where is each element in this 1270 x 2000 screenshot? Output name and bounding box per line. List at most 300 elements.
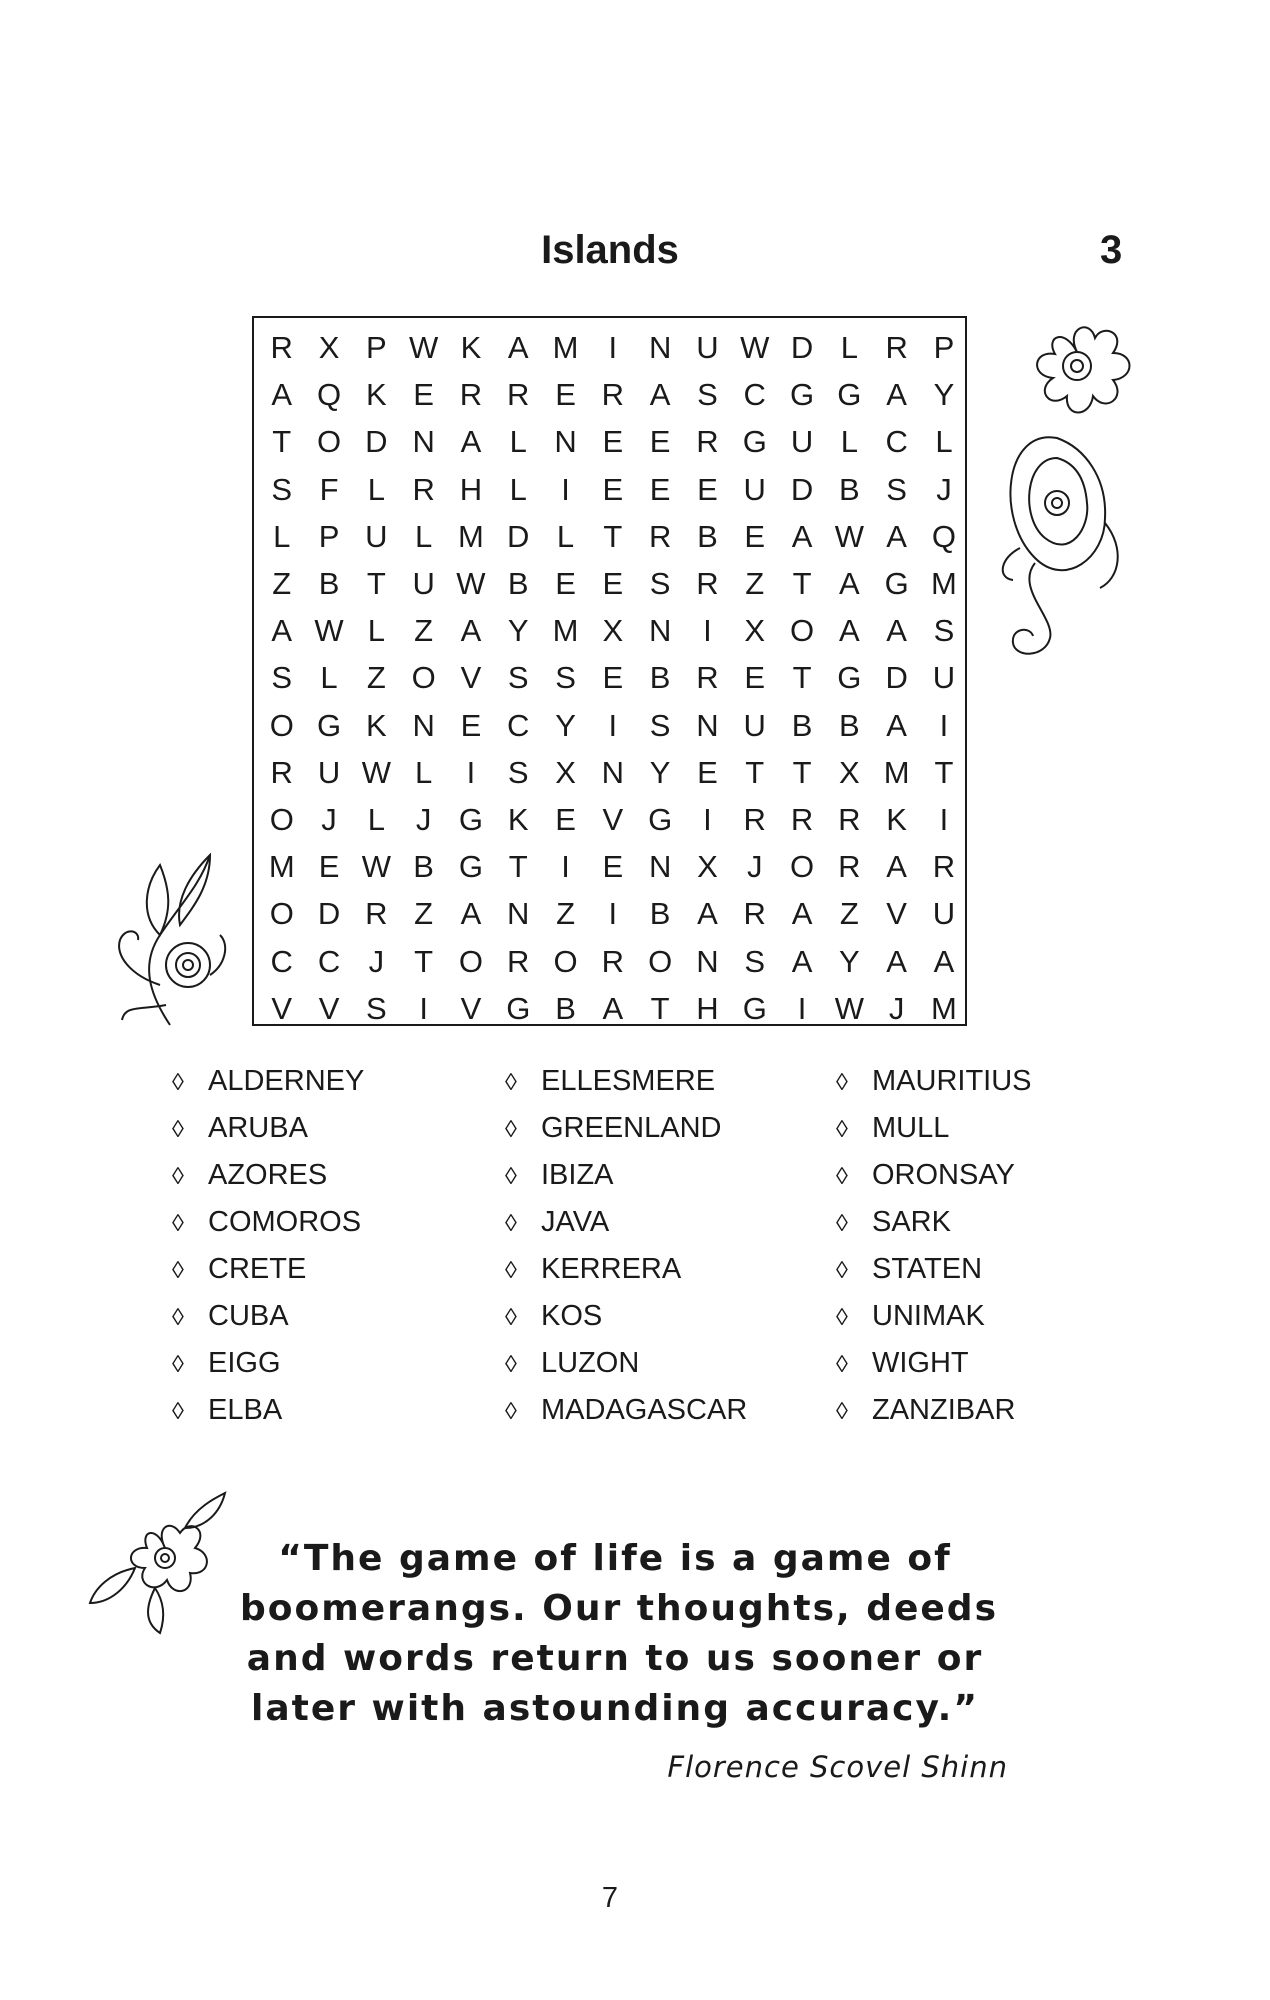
- grid-letter[interactable]: T: [366, 566, 386, 601]
- grid-letter[interactable]: E: [318, 849, 340, 885]
- paisley-flower-ornament: [995, 318, 1140, 688]
- grid-letter[interactable]: J: [415, 802, 432, 837]
- grid-letter[interactable]: R: [743, 802, 766, 837]
- grid-letter[interactable]: X: [318, 330, 340, 365]
- grid-letter[interactable]: R: [507, 377, 530, 413]
- word-label: ALDERNEY: [208, 1065, 365, 1097]
- grid-letter[interactable]: O: [553, 943, 578, 979]
- diamond-bullet-icon: ◊: [505, 1069, 517, 1096]
- grid-letter[interactable]: A: [886, 707, 907, 743]
- grid-letter[interactable]: E: [602, 660, 624, 696]
- diamond-bullet-icon: ◊: [505, 1351, 517, 1378]
- grid-letter[interactable]: Y: [507, 613, 529, 649]
- grid-letter[interactable]: N: [412, 424, 435, 460]
- grid-letter[interactable]: G: [742, 424, 767, 460]
- page-number: 7: [601, 1882, 619, 1914]
- grid-letter[interactable]: B: [697, 518, 718, 554]
- grid-row: [254, 560, 965, 607]
- grid-letter[interactable]: C: [270, 943, 293, 979]
- word-label: MADAGASCAR: [541, 1394, 748, 1426]
- grid-letter[interactable]: A: [697, 896, 718, 932]
- grid-letter[interactable]: G: [458, 849, 483, 885]
- leaf-swirl-ornament: [100, 845, 235, 1030]
- grid-letter[interactable]: I: [608, 330, 618, 365]
- grid-letter[interactable]: W: [834, 990, 864, 1026]
- grid-letter[interactable]: A: [839, 613, 860, 649]
- grid-letter[interactable]: I: [419, 990, 428, 1026]
- grid-letter[interactable]: K: [460, 330, 482, 365]
- word-list-item: [836, 1293, 1032, 1340]
- grid-letter[interactable]: D: [885, 660, 908, 696]
- grid-letter[interactable]: X: [602, 613, 624, 649]
- grid-letter[interactable]: I: [703, 613, 712, 649]
- grid-letter[interactable]: K: [886, 802, 907, 837]
- word-list-item: [172, 1105, 364, 1152]
- grid-letter[interactable]: S: [697, 377, 718, 413]
- grid-letter[interactable]: P: [933, 330, 955, 365]
- grid-letter[interactable]: A: [791, 896, 813, 932]
- grid-letter[interactable]: A: [602, 990, 624, 1026]
- grid-letter[interactable]: U: [317, 754, 341, 790]
- grid-letter[interactable]: G: [316, 707, 342, 743]
- grid-letter[interactable]: E: [555, 802, 576, 837]
- word-label: ZANZIBAR: [872, 1394, 1016, 1426]
- flower-ornament: [85, 1488, 235, 1638]
- grid-letter[interactable]: S: [555, 660, 576, 696]
- grid-letter[interactable]: G: [506, 990, 531, 1026]
- grid-letter[interactable]: A: [886, 613, 907, 649]
- grid-letter[interactable]: A: [460, 613, 482, 649]
- grid-letter[interactable]: I: [466, 754, 476, 790]
- grid-letter[interactable]: R: [601, 943, 625, 979]
- grid-letter[interactable]: V: [318, 990, 340, 1026]
- grid-letter[interactable]: R: [885, 330, 908, 365]
- grid-letter[interactable]: R: [696, 566, 719, 601]
- grid-letter[interactable]: D: [790, 471, 814, 507]
- grid-letter[interactable]: K: [366, 377, 387, 413]
- grid-letter[interactable]: V: [460, 990, 482, 1026]
- grid-letter[interactable]: I: [608, 896, 618, 932]
- diamond-bullet-icon: ◊: [505, 1163, 517, 1190]
- grid-letter[interactable]: L: [273, 518, 291, 554]
- grid-letter[interactable]: L: [367, 471, 385, 507]
- grid-letter[interactable]: T: [745, 754, 765, 790]
- grid-letter[interactable]: S: [507, 754, 529, 790]
- grid-letter[interactable]: M: [931, 566, 957, 601]
- grid-letter[interactable]: R: [838, 849, 861, 885]
- grid-letter[interactable]: G: [648, 802, 673, 837]
- word-label: ORONSAY: [872, 1159, 1015, 1191]
- grid-letter[interactable]: Z: [414, 896, 434, 932]
- grid-letter[interactable]: T: [792, 754, 812, 790]
- diamond-bullet-icon: ◊: [172, 1351, 184, 1378]
- grid-letter[interactable]: S: [271, 471, 293, 507]
- grid-letter[interactable]: O: [269, 896, 294, 932]
- grid-letter[interactable]: C: [885, 424, 908, 460]
- grid-row: [254, 466, 965, 513]
- grid-letter[interactable]: N: [601, 754, 625, 790]
- grid-letter[interactable]: O: [316, 424, 342, 460]
- grid-letter[interactable]: U: [790, 424, 814, 460]
- grid-letter[interactable]: H: [696, 990, 719, 1026]
- grid-letter[interactable]: U: [932, 896, 956, 932]
- grid-letter[interactable]: Y: [649, 754, 671, 790]
- grid-letter[interactable]: E: [744, 660, 766, 696]
- grid-letter[interactable]: V: [271, 990, 293, 1026]
- grid-letter[interactable]: E: [602, 471, 624, 507]
- grid-letter[interactable]: A: [271, 377, 293, 413]
- grid-letter[interactable]: O: [648, 943, 673, 979]
- grid-letter[interactable]: S: [886, 471, 907, 507]
- grid-letter[interactable]: S: [649, 566, 671, 601]
- puzzle-number: 3: [1100, 228, 1123, 272]
- grid-letter[interactable]: Q: [931, 518, 956, 554]
- word-list-item: [836, 1058, 1032, 1105]
- word-list-item: [505, 1152, 747, 1199]
- grid-row: [254, 843, 965, 890]
- grid-letter[interactable]: M: [883, 754, 910, 790]
- grid-row: [254, 324, 965, 371]
- grid-letter[interactable]: Y: [933, 377, 955, 413]
- word-list-item: [172, 1058, 364, 1105]
- grid-letter[interactable]: J: [321, 802, 337, 837]
- grid-letter[interactable]: O: [269, 802, 294, 837]
- diamond-bullet-icon: ◊: [505, 1398, 517, 1425]
- grid-letter[interactable]: B: [839, 471, 860, 507]
- grid-letter[interactable]: L: [367, 613, 385, 649]
- grid-letter[interactable]: B: [791, 707, 813, 743]
- grid-letter[interactable]: O: [269, 707, 294, 743]
- diamond-bullet-icon: ◊: [836, 1304, 848, 1331]
- grid-letter[interactable]: J: [936, 471, 952, 507]
- grid-letter[interactable]: M: [552, 613, 579, 649]
- diamond-bullet-icon: ◊: [505, 1210, 517, 1237]
- grid-letter[interactable]: L: [415, 518, 433, 554]
- quote: [240, 1534, 999, 1734]
- grid-letter[interactable]: Q: [316, 377, 342, 413]
- word-label: KOS: [541, 1300, 603, 1332]
- grid-letter[interactable]: I: [797, 990, 807, 1026]
- grid-letter[interactable]: G: [837, 377, 862, 413]
- word-list-item: [836, 1152, 1032, 1199]
- grid-letter[interactable]: T: [272, 424, 292, 460]
- grid-row: [254, 890, 965, 937]
- word-list-item: [172, 1246, 364, 1293]
- grid-letter[interactable]: N: [696, 707, 719, 743]
- grid-letter[interactable]: I: [561, 849, 570, 885]
- quote-line: later with astounding accuracy.”: [251, 1688, 979, 1729]
- grid-letter[interactable]: A: [791, 943, 813, 979]
- puzzle-title: Islands: [541, 228, 679, 272]
- grid-letter[interactable]: L: [840, 330, 858, 365]
- grid-letter[interactable]: P: [366, 330, 387, 365]
- grid-letter[interactable]: G: [458, 802, 483, 837]
- grid-letter[interactable]: R: [696, 424, 719, 460]
- grid-letter[interactable]: N: [696, 943, 719, 979]
- grid-letter[interactable]: Z: [366, 660, 386, 696]
- grid-letter[interactable]: A: [791, 518, 813, 554]
- grid-letter[interactable]: X: [697, 849, 718, 885]
- grid-letter[interactable]: T: [414, 943, 434, 979]
- grid-letter[interactable]: G: [789, 377, 815, 413]
- grid-letter[interactable]: O: [789, 849, 815, 885]
- grid-letter[interactable]: S: [507, 660, 529, 696]
- grid-letter[interactable]: U: [743, 471, 766, 507]
- grid-letter[interactable]: M: [552, 330, 579, 365]
- grid-letter[interactable]: W: [409, 330, 439, 365]
- grid-letter[interactable]: A: [886, 518, 907, 554]
- grid-letter[interactable]: N: [412, 707, 435, 743]
- grid-letter[interactable]: V: [886, 896, 907, 932]
- grid-letter[interactable]: R: [932, 849, 956, 885]
- grid-letter[interactable]: N: [507, 896, 530, 932]
- grid-row: [254, 796, 965, 843]
- diamond-bullet-icon: ◊: [172, 1210, 184, 1237]
- grid-letter[interactable]: B: [555, 990, 576, 1026]
- word-label: ARUBA: [208, 1112, 308, 1144]
- grid-letter[interactable]: N: [554, 424, 577, 460]
- grid-letter[interactable]: L: [840, 424, 858, 460]
- diamond-bullet-icon: ◊: [172, 1163, 184, 1190]
- word-list-item: [172, 1199, 364, 1246]
- grid-letter[interactable]: M: [268, 849, 295, 885]
- word-label: AZORES: [208, 1159, 328, 1191]
- grid-letter[interactable]: G: [884, 566, 909, 601]
- grid-letter[interactable]: R: [459, 377, 483, 413]
- grid-letter[interactable]: U: [412, 566, 435, 601]
- grid-letter[interactable]: A: [649, 377, 671, 413]
- grid-letter[interactable]: T: [792, 566, 812, 601]
- grid-letter[interactable]: N: [648, 330, 672, 365]
- grid-letter[interactable]: I: [561, 471, 570, 507]
- grid-letter[interactable]: R: [696, 660, 719, 696]
- grid-letter[interactable]: T: [508, 849, 528, 885]
- grid-letter[interactable]: I: [939, 707, 949, 743]
- grid-letter[interactable]: B: [413, 849, 434, 885]
- grid-row: [254, 702, 965, 749]
- grid-letter[interactable]: B: [649, 896, 671, 932]
- grid-letter[interactable]: E: [555, 377, 576, 413]
- grid-letter[interactable]: R: [270, 754, 293, 790]
- grid-letter[interactable]: D: [790, 330, 814, 365]
- grid-letter[interactable]: R: [365, 896, 388, 932]
- grid-letter[interactable]: C: [507, 707, 530, 743]
- grid-letter[interactable]: E: [649, 471, 671, 507]
- grid-letter[interactable]: Y: [839, 943, 860, 979]
- word-list-item: [505, 1293, 747, 1340]
- grid-letter[interactable]: X: [555, 754, 576, 790]
- grid-letter[interactable]: B: [507, 566, 529, 601]
- diamond-bullet-icon: ◊: [836, 1069, 848, 1096]
- grid-row: [254, 371, 965, 418]
- grid-letter[interactable]: E: [697, 471, 718, 507]
- grid-letter[interactable]: E: [744, 518, 766, 554]
- grid-row: [254, 985, 965, 1032]
- grid-letter[interactable]: C: [317, 943, 341, 979]
- grid-letter[interactable]: L: [509, 424, 527, 460]
- quote-line: “The game of life is a game of: [278, 1538, 952, 1579]
- grid-letter[interactable]: I: [703, 802, 712, 837]
- grid-letter[interactable]: B: [839, 707, 860, 743]
- word-list-item: [172, 1152, 364, 1199]
- grid-letter[interactable]: R: [507, 943, 530, 979]
- grid-letter[interactable]: J: [368, 943, 385, 979]
- grid-letter[interactable]: N: [648, 613, 672, 649]
- grid-letter[interactable]: A: [271, 613, 293, 649]
- grid-letter[interactable]: S: [271, 660, 293, 696]
- grid-letter[interactable]: Z: [414, 613, 434, 649]
- grid-letter[interactable]: W: [456, 566, 486, 601]
- grid-letter[interactable]: D: [317, 896, 341, 932]
- grid-letter[interactable]: G: [837, 660, 862, 696]
- grid-letter[interactable]: O: [789, 613, 815, 649]
- grid-letter[interactable]: W: [834, 518, 864, 554]
- grid-letter[interactable]: T: [934, 754, 954, 790]
- grid-letter[interactable]: W: [740, 330, 770, 365]
- grid-letter[interactable]: T: [650, 990, 670, 1026]
- grid-letter[interactable]: L: [320, 660, 338, 696]
- grid-row: [254, 418, 965, 465]
- grid-letter[interactable]: Z: [839, 896, 859, 932]
- grid-letter[interactable]: A: [886, 849, 907, 885]
- grid-letter[interactable]: I: [608, 707, 618, 743]
- grid-letter[interactable]: P: [318, 518, 340, 554]
- word-list-item: [505, 1246, 747, 1293]
- grid-letter[interactable]: X: [839, 754, 860, 790]
- grid-letter[interactable]: E: [555, 566, 576, 601]
- word-list-item: [505, 1387, 747, 1434]
- grid-letter[interactable]: V: [460, 660, 482, 696]
- grid-letter[interactable]: A: [886, 943, 907, 979]
- grid-letter[interactable]: M: [931, 990, 957, 1026]
- grid-letter[interactable]: W: [361, 754, 391, 790]
- grid-letter[interactable]: S: [649, 707, 671, 743]
- grid-letter[interactable]: R: [743, 896, 766, 932]
- grid-letter[interactable]: K: [366, 707, 387, 743]
- word-label: MAURITIUS: [872, 1065, 1032, 1097]
- grid-letter[interactable]: E: [460, 707, 482, 743]
- word-label: ELBA: [208, 1394, 283, 1426]
- grid-letter[interactable]: J: [888, 990, 905, 1026]
- grid-letter[interactable]: U: [743, 707, 766, 743]
- grid-letter[interactable]: A: [460, 424, 482, 460]
- grid-letter[interactable]: O: [411, 660, 436, 696]
- grid-letter[interactable]: E: [697, 754, 718, 790]
- word-label: WIGHT: [872, 1347, 969, 1379]
- grid-letter[interactable]: K: [507, 802, 529, 837]
- grid-row: [254, 938, 965, 985]
- word-list-column-1: [172, 1058, 364, 1434]
- word-label: STATEN: [872, 1253, 983, 1285]
- grid-letter[interactable]: G: [742, 990, 767, 1026]
- grid-letter[interactable]: R: [648, 518, 672, 554]
- grid-letter[interactable]: U: [696, 330, 719, 365]
- grid-letter[interactable]: I: [939, 802, 949, 837]
- word-label: MULL: [872, 1112, 950, 1144]
- grid-letter[interactable]: O: [458, 943, 483, 979]
- word-list-item: [172, 1387, 364, 1434]
- grid-letter[interactable]: C: [743, 377, 766, 413]
- grid-letter[interactable]: F: [319, 471, 339, 507]
- grid-letter[interactable]: M: [458, 518, 484, 554]
- word-label: LUZON: [541, 1347, 640, 1379]
- diamond-bullet-icon: ◊: [836, 1116, 848, 1143]
- grid-letter[interactable]: D: [365, 424, 388, 460]
- grid-letter[interactable]: W: [314, 613, 344, 649]
- word-label: UNIMAK: [872, 1300, 985, 1332]
- grid-letter[interactable]: N: [648, 849, 672, 885]
- grid-letter[interactable]: V: [602, 802, 624, 837]
- diamond-bullet-icon: ◊: [172, 1257, 184, 1284]
- word-list-column-2: [505, 1058, 747, 1434]
- grid-letter[interactable]: R: [412, 471, 435, 507]
- grid-letter[interactable]: A: [886, 377, 907, 413]
- grid-letter[interactable]: A: [460, 896, 482, 932]
- grid-row: [254, 749, 965, 796]
- grid-letter[interactable]: S: [933, 613, 955, 649]
- word-label: COMOROS: [208, 1206, 362, 1238]
- word-label: IBIZA: [541, 1159, 614, 1191]
- grid-letter[interactable]: E: [602, 566, 624, 601]
- grid-letter[interactable]: A: [839, 566, 860, 601]
- grid-letter[interactable]: A: [933, 943, 955, 979]
- grid-letter[interactable]: Z: [272, 566, 292, 601]
- grid-letter[interactable]: R: [601, 377, 625, 413]
- diamond-bullet-icon: ◊: [172, 1398, 184, 1425]
- grid-letter[interactable]: R: [838, 802, 861, 837]
- word-label: ELLESMERE: [541, 1065, 716, 1097]
- grid-row: [254, 654, 965, 701]
- grid-letter[interactable]: L: [935, 424, 953, 460]
- diamond-bullet-icon: ◊: [172, 1069, 184, 1096]
- word-search-grid: [252, 316, 967, 1026]
- grid-letter[interactable]: L: [415, 754, 433, 790]
- grid-letter[interactable]: S: [366, 990, 387, 1026]
- diamond-bullet-icon: ◊: [172, 1116, 184, 1143]
- grid-letter[interactable]: T: [792, 660, 812, 696]
- grid-letter[interactable]: R: [270, 330, 293, 365]
- grid-letter[interactable]: X: [744, 613, 766, 649]
- grid-letter[interactable]: E: [602, 424, 624, 460]
- grid-letter[interactable]: Y: [555, 707, 576, 743]
- grid-letter[interactable]: B: [649, 660, 671, 696]
- grid-letter[interactable]: Z: [745, 566, 765, 601]
- grid-letter[interactable]: E: [649, 424, 671, 460]
- grid-letter[interactable]: E: [602, 849, 624, 885]
- grid-letter[interactable]: L: [509, 471, 527, 507]
- grid-letter[interactable]: A: [507, 330, 529, 365]
- grid-letter[interactable]: T: [603, 518, 623, 554]
- grid-letter[interactable]: D: [507, 518, 530, 554]
- diamond-bullet-icon: ◊: [836, 1351, 848, 1378]
- grid-letter[interactable]: R: [790, 802, 814, 837]
- diamond-bullet-icon: ◊: [836, 1163, 848, 1190]
- word-list-item: [836, 1246, 1032, 1293]
- word-list-item: [505, 1105, 747, 1152]
- grid-letter[interactable]: U: [932, 660, 956, 696]
- grid-letter[interactable]: S: [744, 943, 766, 979]
- grid-letter[interactable]: E: [413, 377, 434, 413]
- grid-letter[interactable]: J: [747, 849, 763, 885]
- diamond-bullet-icon: ◊: [836, 1257, 848, 1284]
- grid-letter[interactable]: W: [361, 849, 391, 885]
- grid-letter[interactable]: B: [318, 566, 340, 601]
- grid-letter[interactable]: L: [367, 802, 385, 837]
- grid-letter[interactable]: H: [459, 471, 483, 507]
- grid-letter[interactable]: L: [556, 518, 575, 554]
- grid-letter[interactable]: Z: [556, 896, 576, 932]
- grid-letter[interactable]: U: [365, 518, 388, 554]
